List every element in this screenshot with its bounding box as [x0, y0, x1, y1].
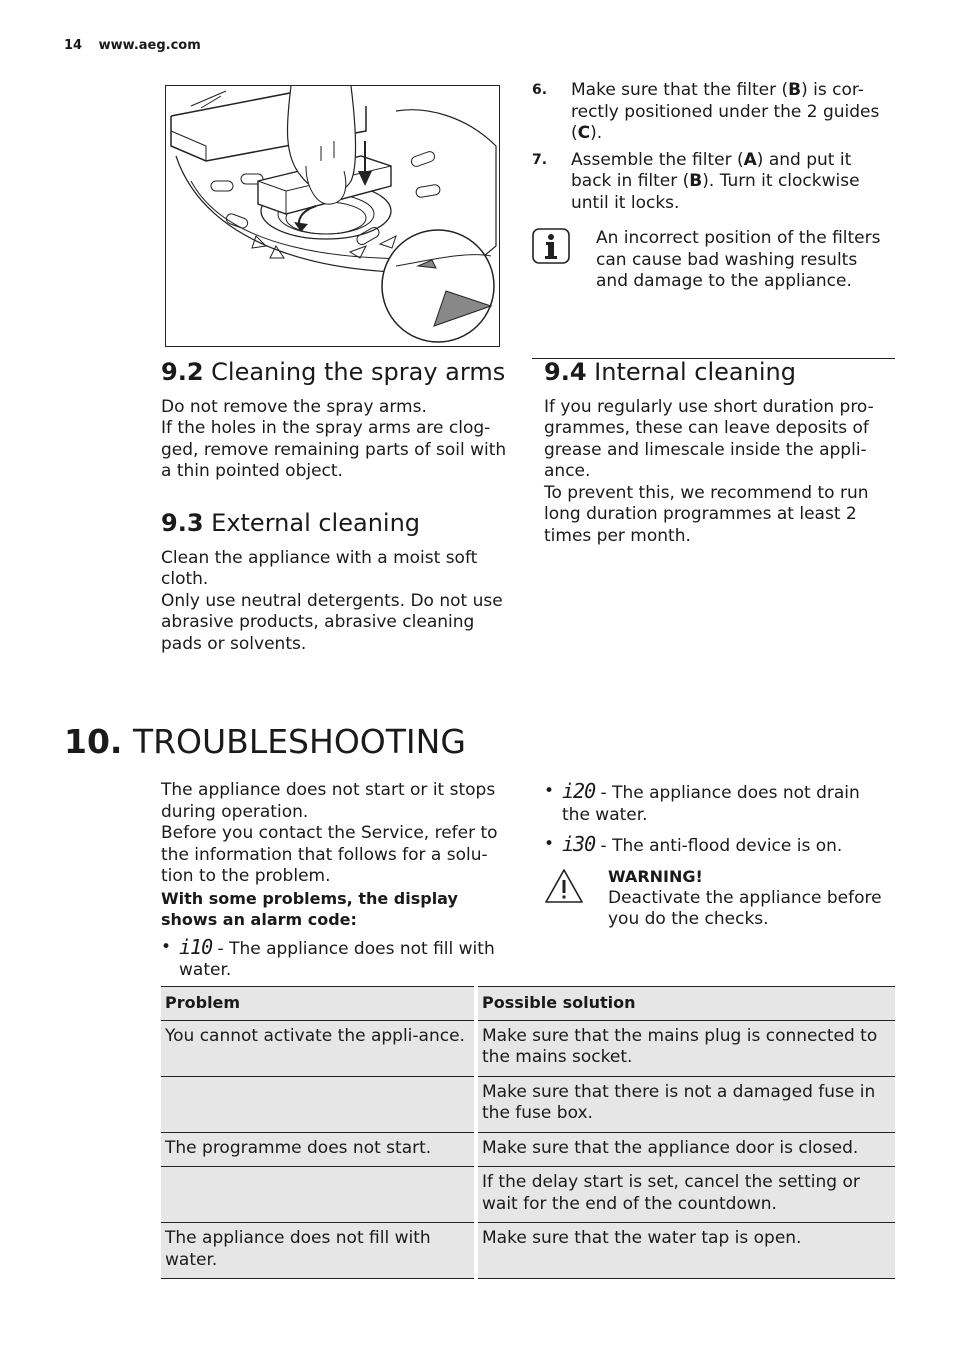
step-text [571, 150, 892, 215]
solution-cell: Make sure that the appliance door is closed. [476, 1132, 895, 1167]
warning-icon [544, 868, 584, 904]
section-number: 9.4 [544, 358, 587, 386]
warning-content [608, 866, 889, 931]
table-row [161, 1132, 895, 1167]
section-heading [161, 509, 511, 537]
section-heading [161, 358, 511, 386]
filter-illustration [165, 85, 500, 347]
chapter-heading [64, 722, 466, 761]
filter-assembly-drawing [166, 86, 499, 346]
alarm-item [161, 934, 506, 982]
bullet-icon: • [161, 936, 172, 957]
alarm-list [544, 781, 889, 866]
problem-cell: The programme does not start. [161, 1132, 476, 1167]
section-number: 9.3 [161, 509, 204, 537]
paragraph: The appliance does not start or it stops during operation. [161, 780, 496, 822]
step-text-part: Make sure that the filter ( [571, 80, 789, 100]
table-row [161, 1167, 895, 1223]
troubleshooting-table [161, 986, 895, 1279]
step-text-part: Assemble the filter ( [571, 149, 744, 170]
problem-cell: The appliance does not fill with water. [161, 1223, 476, 1279]
warning-note [544, 866, 889, 931]
column-header: Possible solution [476, 987, 895, 1021]
solution-cell: If the delay start is set, cancel the setting or wait for the end of the countdown. [476, 1167, 895, 1223]
alarm-item [544, 834, 889, 858]
bullet-icon: • [544, 781, 555, 801]
step-number: 6. [532, 82, 548, 98]
table-row [161, 1076, 895, 1132]
alarm-description: - The appliance does not fill with water. [179, 938, 495, 980]
alarm-code: i20 [562, 779, 596, 803]
steps-list [532, 80, 892, 219]
section-title: External cleaning [211, 509, 421, 537]
page-number: 14 [64, 38, 83, 53]
table-row [161, 1020, 895, 1076]
alarm-description: - The appliance does not drain the water. [562, 783, 860, 825]
troubleshooting-intro [161, 780, 506, 982]
section-9-3 [161, 509, 511, 655]
column-header: Problem [161, 987, 476, 1021]
guide-letter: C [577, 123, 591, 143]
info-note-text: An incorrect position of the filters can cause bad washing results and damage to the appliance. [596, 228, 881, 291]
step-text-part: ). [590, 123, 603, 143]
filter-letter: B [689, 171, 703, 191]
section-heading [544, 358, 884, 386]
page-header [64, 38, 201, 53]
paragraph: Only use neutral detergents. Do not use abrasive products, abrasive cleaning pads or solvents. [161, 590, 503, 654]
info-note [532, 228, 892, 293]
step-text-part: ). Turn it clockwise until it locks. [571, 171, 860, 213]
step-text-part: ) is cor-rectly positioned under the 2 guides ( [571, 80, 880, 143]
info-icon [532, 228, 570, 264]
step-text [571, 80, 892, 145]
section-9-2 [161, 358, 511, 483]
paragraph: Clean the appliance with a moist soft cloth. [161, 547, 478, 589]
step-number: 7. [532, 151, 548, 168]
paragraph: Before you contact the Service, refer to the information that follows for a solu-tion to the problem. [161, 823, 498, 886]
chapter-number: 10. [64, 722, 123, 761]
alarm-text [562, 834, 842, 858]
alarm-code: i30 [562, 832, 596, 856]
alarm-item [544, 781, 889, 826]
alarm-text [179, 934, 506, 982]
bullet-icon: • [544, 834, 555, 854]
step-6 [532, 80, 892, 145]
warning-title: WARNING! [608, 867, 703, 886]
paragraph: To prevent this, we recommend to run long duration programmes at least 2 times per month. [544, 482, 869, 546]
solution-cell: Make sure that the mains plug is connected to the mains socket. [476, 1020, 895, 1076]
warning-text: Deactivate the appliance before you do the checks. [608, 887, 882, 929]
alarm-code-lead: With some problems, the display shows an alarm code: [161, 888, 458, 929]
problem-cell [161, 1076, 476, 1132]
solution-cell: Make sure that the water tap is open. [476, 1223, 895, 1279]
problem-cell: You cannot activate the appli-ance. [161, 1020, 476, 1076]
filter-letter: A [743, 149, 757, 170]
section-9-4 [544, 358, 884, 547]
step-text-part: ) and put it back in filter ( [571, 149, 852, 191]
section-number: 9.2 [161, 358, 204, 386]
paragraph: If you regularly use short duration pro-grammes, these can leave deposits of grease and limescale inside the appli-ance. [544, 396, 874, 481]
solution-cell: Make sure that there is not a damaged fuse in the fuse box. [476, 1076, 895, 1132]
table-row [161, 1223, 895, 1279]
section-title: Internal cleaning [594, 358, 796, 386]
alarm-text [562, 781, 889, 826]
step-7 [532, 150, 892, 215]
chapter-title: TROUBLESHOOTING [132, 722, 466, 761]
paragraph: Do not remove the spray arms. [161, 396, 427, 417]
filter-letter: B [788, 80, 802, 100]
website-url: www.aeg.com [98, 38, 201, 53]
paragraph: If the holes in the spray arms are clog-ged, remove remaining parts of soil with a thin pointed object. [161, 418, 507, 481]
alarm-description: - The anti-flood device is on. [595, 836, 843, 856]
alarm-code: i10 [179, 934, 213, 959]
problem-cell [161, 1167, 476, 1223]
table-header-row [161, 987, 895, 1021]
section-title: Cleaning the spray arms [211, 358, 506, 386]
